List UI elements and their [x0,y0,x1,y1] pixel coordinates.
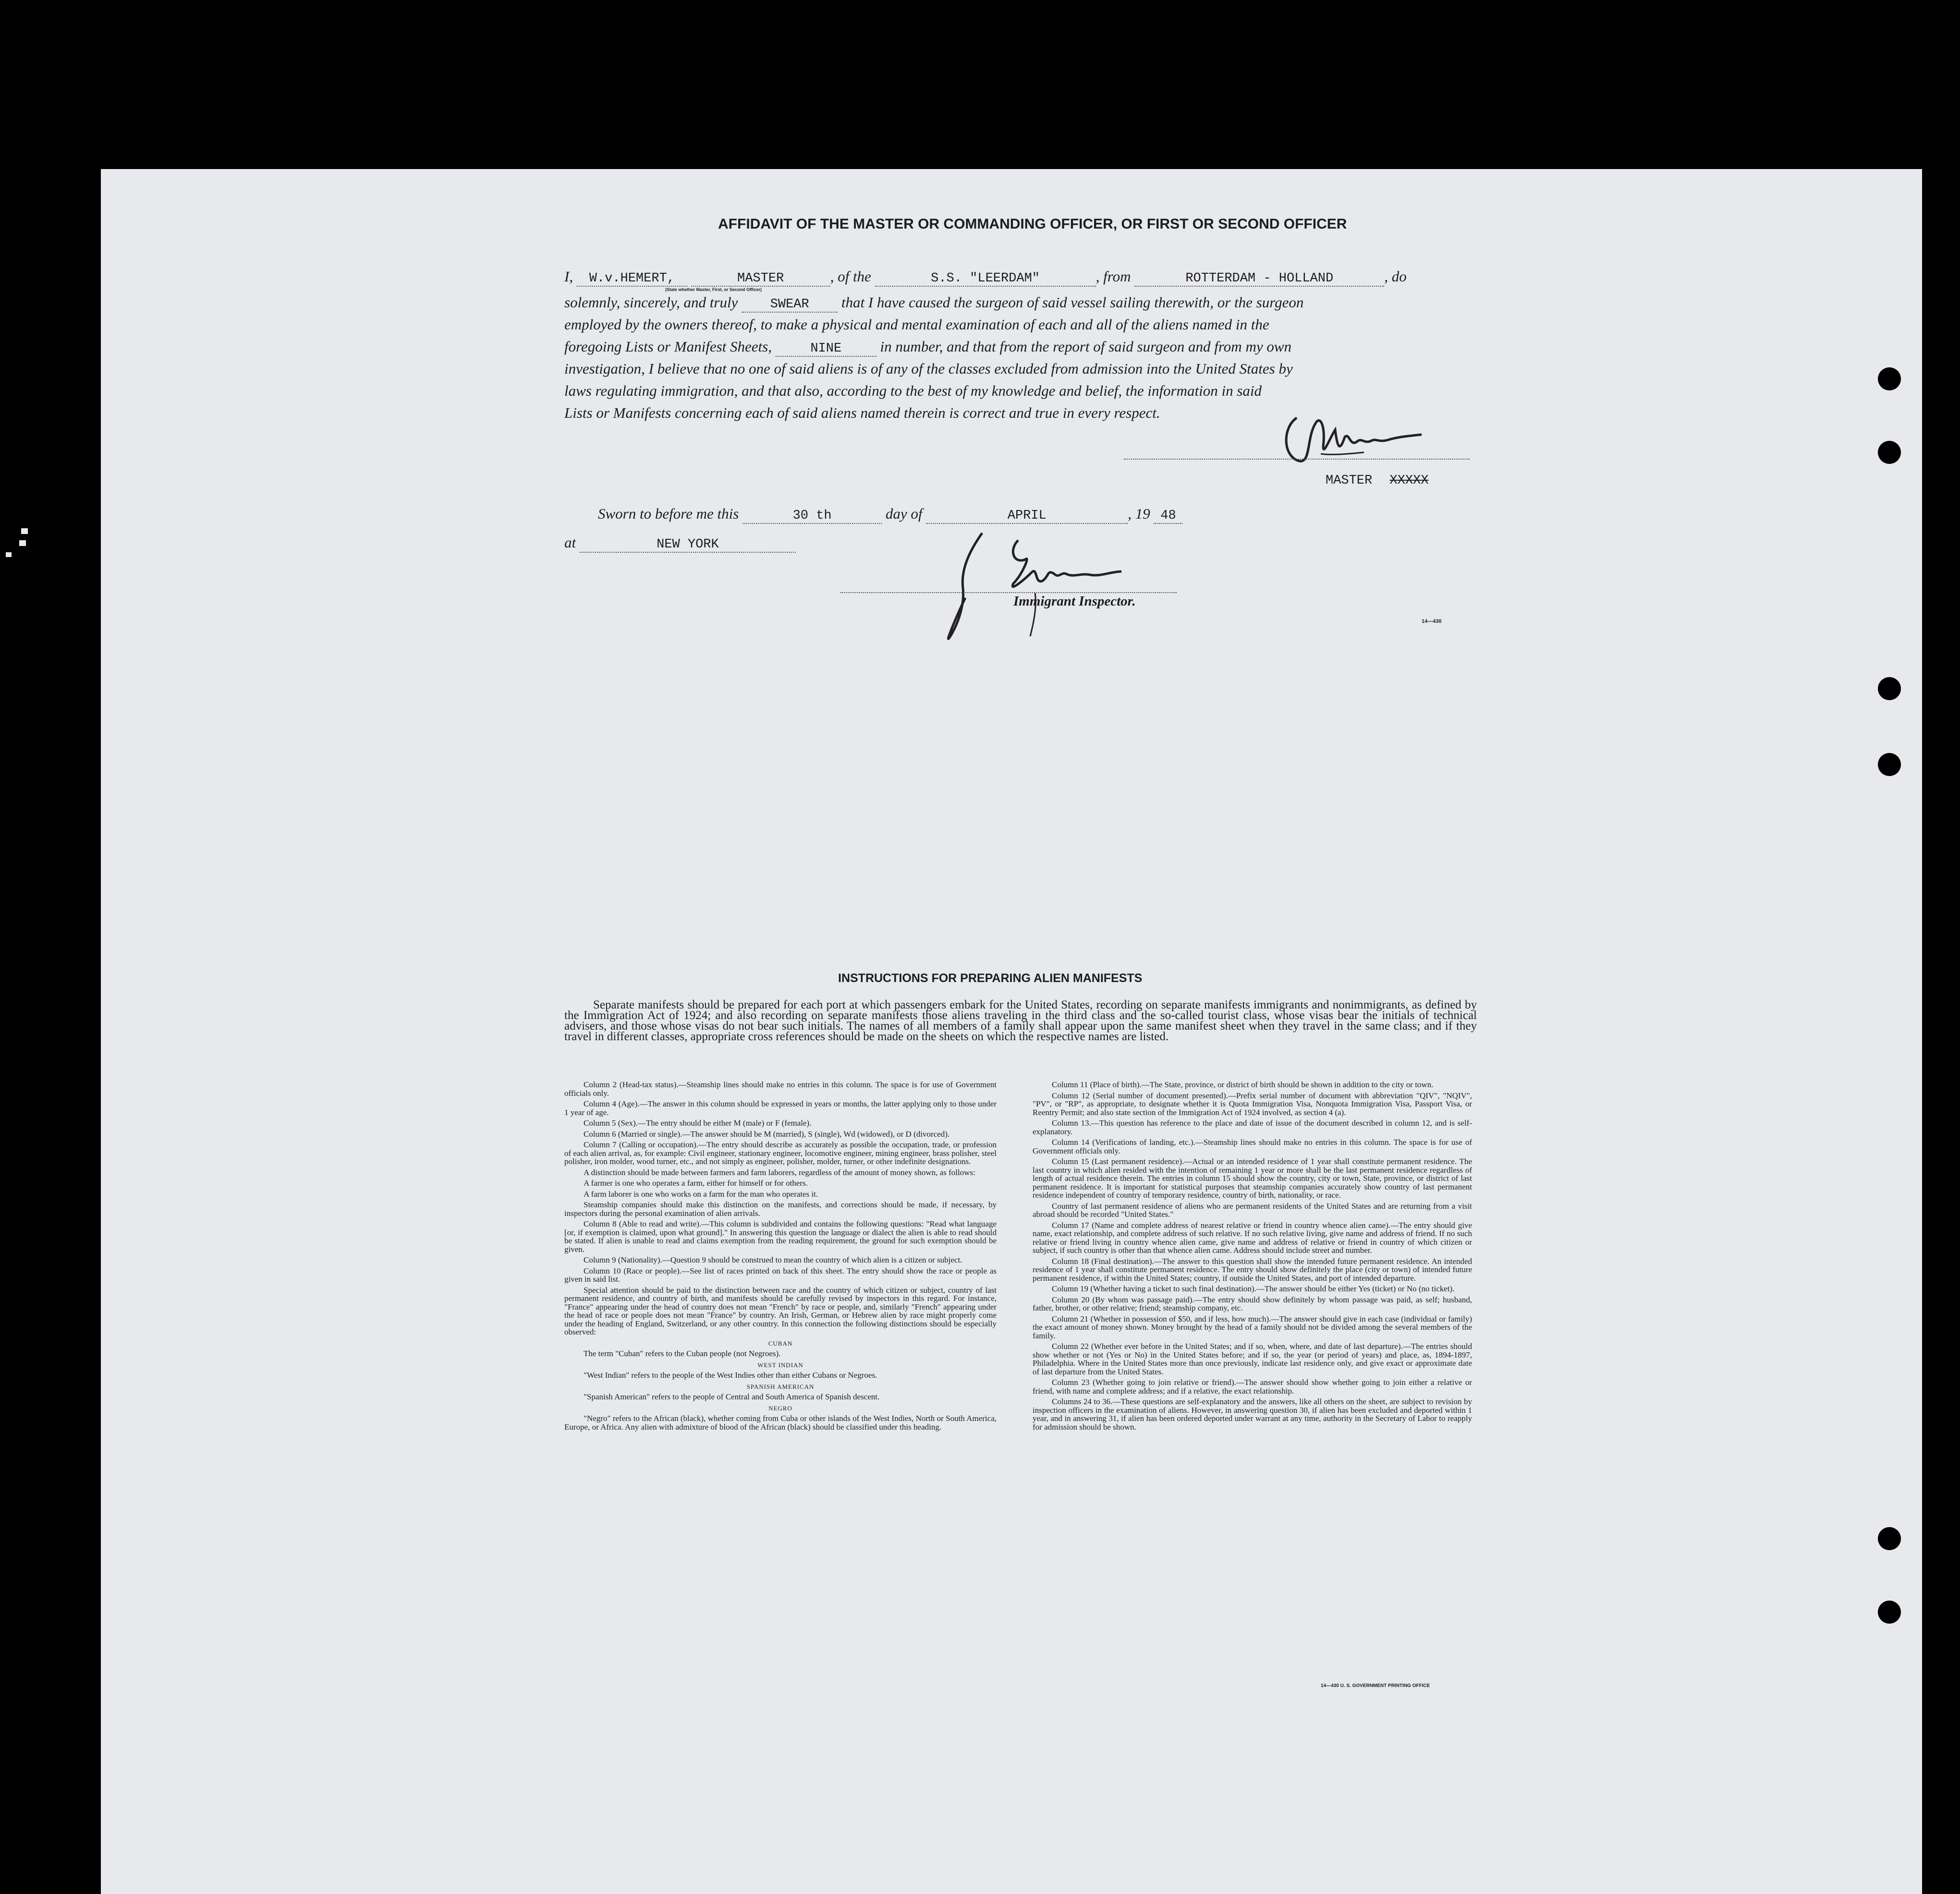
scan-mark [19,540,26,546]
master-signature-line [1124,459,1470,460]
affidavit-line-3: employed by the owners thereof, to make a physical and mental examination of each and all of the aliens named in the [564,316,1269,333]
instruction-paragraph: Column 11 (Place of birth).—The State, province, or district of birth should be shown in addition to the city or town. [1052,1080,1434,1089]
punch-hole [1878,1601,1901,1624]
inspector-label: Immigrant Inspector. [1013,594,1136,609]
instruction-paragraph: Column 12 (Serial number of document presented).—Prefix serial number of document with abbreviation "QIV", "NQIV", "PV", or "RP", as appropriate, to designate whether it is Quota Immigration Visa, Nonquota Immigration Visa, Passport Visa, or Reentry Permit; and also state section of the Immigration Act of 1924 involved, as section 4 (a). [1033,1091,1472,1117]
scan-mark [6,552,12,557]
sworn-place-field: NEW YORK [580,537,796,553]
instructions-left-column [564,1081,997,1433]
instruction-paragraph: Special attention should be paid to the distinction between race and the country of which citizen or subject, country of last permanent residence, and country of birth, and manifests should be carefully revised by inspectors in this regard. For instance, "France" appearing under the head of country does not mean "French" by race or people, and, similarly "French" appearing under the head of race or people does not mean "France" by country. An Irish, German, or Hebrew alien by race might properly come under the heading of England, Switzerland, or any other country. In this connection the following distinctions should be especially observed: [564,1285,997,1336]
instruction-paragraph: A farm laborer is one who works on a farm for the man who operates it. [584,1189,818,1199]
instructions-intro: Separate manifests should be prepared for each port at which passengers embark for the United States, recording on separate manifests immigrants and nonimmigrants, as defined by the Immigration Act of 1924; and also recording on separate manifests those aliens traveling in the third class and the so-called tourist class, whose visas bear the initials of technical advisers, and those whose visas do not bear such initials. The names of all members of a family shall appear upon the same manifest sheet when they travel in the same class; and if they travel in different classes, appropriate cross references should be made on the sheets on which the respective names are listed. [564,998,1477,1043]
instruction-paragraph: Column 9 (Nationality).—Question 9 should be construed to mean the country of which alien is a citizen or subject. [584,1255,962,1264]
affidavit-line-4 [564,338,1477,357]
race-heading: NEGRO [768,1404,792,1412]
instruction-paragraph: Column 8 (Able to read and write).—This column is subdivided and contains the following questions: "Read what language [or, if exemption is claimed, upon what ground]." In answering this question the language or dialect the alien is able to read should be stated. If alien is unable to read and claims exemption from the reading requirement, the ground for such exemption should be given. [564,1219,997,1254]
text: , from [1096,268,1131,285]
affidavit-line-5: investigation, I believe that no one of said aliens is of any of the classes excluded from admission into the United States by [564,360,1293,377]
sworn-day-field: 30 th [743,509,882,524]
text: Sworn to before me this [598,505,739,522]
text: I, [564,268,573,285]
instruction-paragraph: Column 21 (Whether in possession of $50, and if less, how much).—The answer should give in each case (individual or family) the exact amount of money shown. Money brought by the head of a family should not be divided among the several members of the family. [1033,1314,1472,1340]
instruction-paragraph: Column 17 (Name and complete address of nearest relative or friend in country whence alien came).—The entry should give name, exact relationship, and complete address of such relative. If no such relative living, give name and address of friend. If no such relative or friend living in country whence alien came, give name and address of relative or friend in country of which citizen or subject, if such country is other than that whence alien came. Address should include street and number. [1033,1220,1472,1255]
affidavit-line-1 [564,268,1477,287]
text: in number, and that from the report of said surgeon and from my own [880,338,1292,355]
instruction-paragraph: Column 6 (Married or single).—The answer should be M (married), S (single), Wd (widowed), or D (divorced). [584,1129,950,1139]
signer-title-struck: XXXXX [1389,474,1429,488]
form-number: 14—430 [1422,619,1442,624]
instruction-paragraph: Column 15 (Last permanent residence).—Actual or an intended residence of 1 year shall constitute permanent residence. The last country in which alien resided with the intention of remaining 1 year or more shall be the last permanent residence regardless of length of actual residence therein. The entries in column 15 should show the country, city or town, State, province, or district of last permanent residence. It is important for statistical purposes that steamship companies accurately show country of last permanent residence independent of country of temporary residence, country of birth, nationality, or race. [1033,1157,1472,1200]
vessel-field: S.S. "LEERDAM" [875,271,1096,287]
punch-hole [1878,441,1901,464]
instruction-paragraph: Column 23 (Whether going to join relative or friend).—The answer should show whether going to join either a relative or friend, with name and complete address; and if a relative, the exact relationship. [1033,1378,1472,1396]
instruction-paragraph: Column 19 (Whether having a ticket to such final destination).—The answer should be either Yes (ticket) or No (no ticket). [1052,1284,1455,1293]
instructions-title: INSTRUCTIONS FOR PREPARING ALIEN MANIFESTS [838,971,1143,985]
instruction-paragraph: Column 18 (Final destination).—The answer to this question shall show the intended future permanent residence. An intended residence of 1 year shall constitute permanent residence. The entry should show definitely the place (city or town) of intended future permanent residence, if within the United States; country, if outside the United States, and port of intended departure. [1033,1256,1472,1283]
instruction-paragraph: Column 2 (Head-tax status).—Steamship lines should make no entries in this column. The space is for use of Government officials only. [564,1080,997,1098]
affidavit-line-2 [564,294,1477,313]
inspector-signature [941,526,1143,643]
punch-hole [1878,367,1901,390]
origin-port-field: ROTTERDAM - HOLLAND [1134,271,1384,287]
instruction-paragraph: Steamship companies should make this distinction on the manifests, and corrections should be made, if necessary, by inspectors during the personal examination of alien arrivals. [564,1200,997,1218]
race-heading: CUBAN [768,1339,793,1347]
text: foregoing Lists or Manifest Sheets, [564,338,772,355]
instruction-paragraph: Columns 24 to 36.—These questions are self-explanatory and the answers, like all others on the sheet, are subject to revision by inspection officers in the examination of aliens. However, in answering question 30, if alien has been excluded and deported within 1 year, and in answering 31, if alien has been ordered deported under warrant at any time, authority in the Secretary of Labor to reapply for admission should be shown. [1033,1397,1472,1432]
sworn-year-field: 48 [1154,509,1182,524]
text: day of [885,505,923,522]
instruction-paragraph: A distinction should be made between farmers and farm laborers, regardless of the amount of money shown, as follows: [584,1167,975,1177]
printing-office-footer: 14—430 U. S. GOVERNMENT PRINTING OFFICE [1321,1683,1430,1688]
inspector-signature-line [840,592,1177,593]
race-definition: "Spanish American" refers to the people of Central and South America of Spanish descent. [584,1392,880,1401]
instruction-paragraph: Country of last permanent residence of aliens who are permanent residents of the United States and are returning from a visit abroad should be recorded "United States." [1033,1201,1472,1219]
punch-hole [1878,1527,1901,1550]
punch-hole [1878,753,1901,776]
affidavit-line-7: Lists or Manifests concerning each of said aliens named therein is correct and true in every respect. [564,404,1160,421]
punch-hole [1878,677,1901,700]
at-label: at [564,534,576,551]
instruction-paragraph: Column 4 (Age).—The answer in this column should be expressed in years or months, the latter applying only to those under 1 year of age. [564,1099,997,1117]
text: that I have caused the surgeon of said vessel sailing therewith, or the surgeon [841,294,1304,311]
race-definition: "Negro" refers to the African (black), whether coming from Cuba or other islands of the West Indies, North or South America, Europe, or Africa. Any alien with admixture of blood of the African (black) should be classified under this heading. [564,1414,997,1432]
rank-field: MASTER [691,271,830,287]
race-heading: WEST INDIAN [757,1361,803,1369]
text: , do [1384,268,1407,285]
rank-note: (State whether Master, First, or Second Officer) [665,287,762,292]
instruction-paragraph: Column 13.—This question has reference to the place and date of issue of the document described in column 12, and is self-explanatory. [1033,1118,1472,1136]
instruction-paragraph: Column 7 (Calling or occupation).—The entry should describe as accurately as possible the occupation, trade, or profession of each alien arrival, as, for example: Civil engineer, stationary engineer, locomotive engineer, mining engineer, brass polisher, steel polisher, iron molder, wood turner, etc., and not simply as engineer, polisher, molder, turner, or other indefinite designations. [564,1140,997,1166]
affidavit-line-6: laws regulating immigration, and that also, according to the best of my knowledge and belief, the information in said [564,382,1262,399]
text: solemnly, sincerely, and truly [564,294,738,311]
sworn-line [598,505,1510,524]
sworn-month-field: APRIL [926,509,1128,524]
instruction-paragraph: A farmer is one who operates a farm, either for himself or for others. [584,1178,808,1188]
race-definition: "West Indian" refers to the people of the West Indies other than either Cubans or Negroes. [584,1371,877,1380]
scan-mark [21,528,28,534]
instructions-right-column [1033,1081,1472,1433]
instruction-paragraph: Column 5 (Sex).—The entry should be either M (male) or F (female). [584,1118,812,1128]
sheet-count-field: NINE [776,341,877,357]
race-heading: SPANISH AMERICAN [746,1383,815,1390]
instruction-paragraph: Column 10 (Race or people).—See list of races printed on back of this sheet. The entry should show the race or people as given in said list. [564,1266,997,1284]
instruction-paragraph: Column 22 (Whether ever before in the United States; and if so, when, where, and date of last departure).—The entries should show whether or not (Yes or No) in the United States before; and if so, the year (or period of years) and place, as, 1894-1897, Philadelphia. Where in the United States more than once previously, indicate last residence only, and give exact or approximate date of last departure from the United States. [1033,1342,1472,1376]
race-definition: The term "Cuban" refers to the Cuban people (not Negroes). [584,1349,781,1358]
oath-field: SWEAR [742,297,838,313]
signer-title-master: MASTER [1326,474,1373,488]
master-name-field: W.v.HEMERT, [577,271,687,287]
master-signature [1278,408,1441,471]
text: , of the [830,268,871,285]
instruction-paragraph: Column 14 (Verifications of landing, etc.).—Steamship lines should make no entries in this column. The space is for use of Government officials only. [1033,1138,1472,1155]
affidavit-title: AFFIDAVIT OF THE MASTER OR COMMANDING OFFICER, OR FIRST OR SECOND OFFICER [718,216,1347,232]
signer-title [1326,474,1428,488]
instruction-paragraph: Column 20 (By whom was passage paid).—The entry should show definitely by whom passage was paid, as self; husband, father, brother, or other relative; friend; steamship company, etc. [1033,1295,1472,1312]
text: , 19 [1128,505,1150,522]
